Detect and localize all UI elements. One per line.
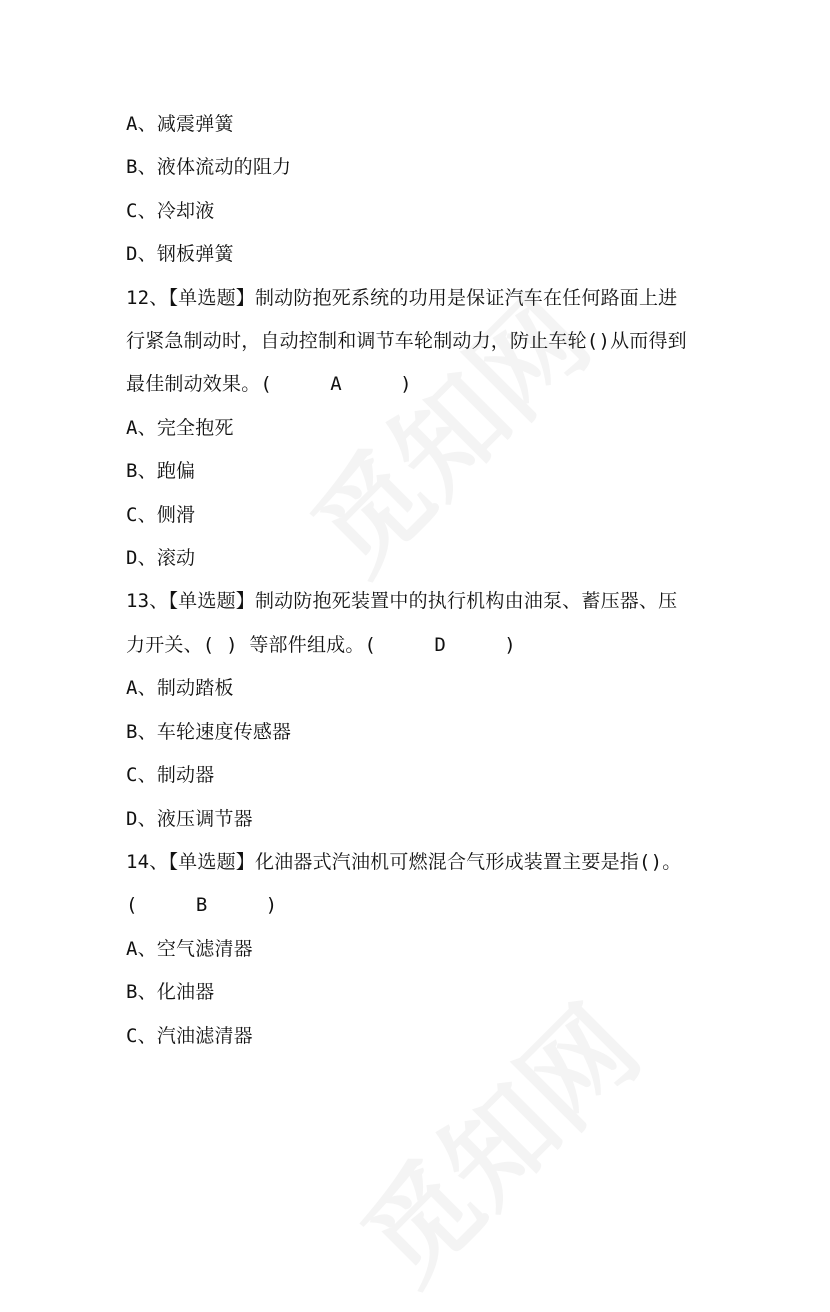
option-q14-b: B、化油器	[126, 981, 215, 1004]
option-q11-b: B、液体流动的阻力	[126, 156, 292, 179]
option-q12-d: D、滚动	[126, 547, 196, 570]
question-14-text: 14、【单选题】化油器式汽油机可燃混合气形成装置主要是指()。	[126, 850, 682, 873]
option-q13-a: A、制动踏板	[126, 677, 234, 700]
question-14-answer: ( B )	[126, 894, 278, 917]
question-content	[126, 103, 706, 1058]
option-q12-b: B、跑偏	[126, 460, 196, 483]
option-q14-a: A、空气滤清器	[126, 937, 253, 960]
question-12-text: 行紧急制动时，自动控制和调节车轮制动力，防止车轮()从而得到	[126, 330, 687, 353]
option-q13-c: C、制动器	[126, 764, 215, 787]
question-12-answer: 最佳制动效果。( A )	[126, 373, 412, 396]
option-q12-c: C、侧滑	[126, 503, 196, 526]
option-q12-a: A、完全抱死	[126, 416, 234, 439]
option-q11-d: D、钢板弹簧	[126, 243, 234, 266]
option-q11-a: A、减震弹簧	[126, 113, 234, 135]
question-12-text: 12、【单选题】制动防抱死系统的功用是保证汽车在任何路面上进	[126, 286, 678, 309]
question-13-answer: 力开关、( ) 等部件组成。( D )	[126, 633, 516, 656]
option-q11-c: C、冷却液	[126, 199, 215, 222]
option-q13-b: B、车轮速度传感器	[126, 720, 292, 743]
option-q13-d: D、液压调节器	[126, 807, 253, 830]
option-q14-c: C、汽油滤清器	[126, 1024, 253, 1047]
question-13-text: 13、【单选题】制动防抱死装置中的执行机构由油泵、蓄压器、压	[126, 590, 678, 613]
